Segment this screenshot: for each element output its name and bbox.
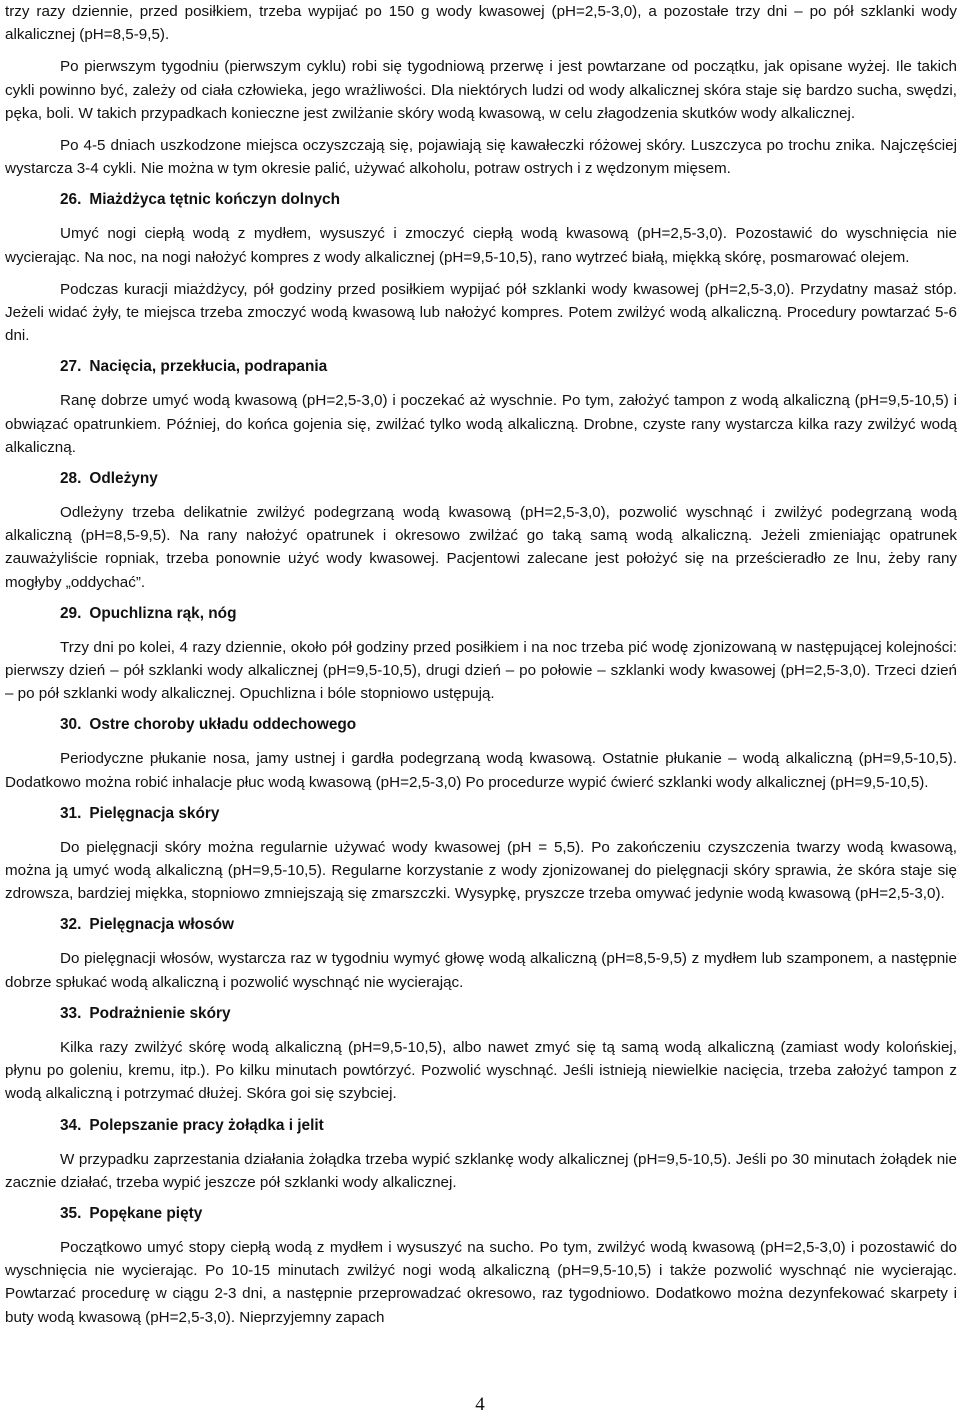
section-number: 35. (60, 1204, 82, 1222)
section-31 (5, 803, 957, 906)
section-number: 34. (60, 1116, 82, 1134)
section-title: Opuchlizna rąk, nóg (89, 604, 237, 622)
section-title: Odleżyny (89, 470, 158, 488)
section-paragraph: Do pielęgnacji skóry można regularnie używać wody kwasowej (pH = 5,5). Po zakończeniu czyszczenia twarzy wodą kwasową, można ją umyć wodą alkaliczną (pH=9,5-10,5). Regularne korzystanie z wody zjonizowanej do pielęgnacji skóry sprawia, że skóra staje się zdrowsza, bardziej miękka, stopniowo zmniejszają się zmarszczki. Wysypkę, pryszcze trzeba omywać jedynie wodą kwasową (pH=2,5-3,0). (5, 838, 957, 903)
section-number: 32. (60, 916, 82, 934)
section-number: 29. (60, 604, 82, 622)
section-title: Podrażnienie skóry (89, 1004, 231, 1022)
section-heading (5, 1003, 957, 1025)
section-heading (5, 603, 957, 625)
section-number: 33. (60, 1004, 82, 1022)
section-paragraph: Do pielęgnacji włosów, wystarcza raz w tygodniu wymyć głowę wodą alkaliczną (pH=8,5-9,5) z mydłem lub szamponem, a następnie dobrze spłukać wodą alkaliczną i pozwolić wyschnąć nie wycierając. (5, 950, 957, 991)
section-paragraph: Początkowo umyć stopy ciepłą wodą z mydłem i wysuszyć na sucho. Po tym, zwilżyć wodą kwasową (pH=2,5-3,0) i pozostawić do wyschnięcia nie wycierając. Po 10-15 minutach zwilżyć nogi wodą alkaliczną (pH=9,5-10,5) i także pozwolić wyschnąć nie wycierając. Powtarzać procedurę w ciągu 2-3 dni, a następnie przeprowadzać okresowo, raz tygodniowo. Dodatkowo można dezynfekować skarpety i buty wodą kwasową (pH=2,5-3,0). Nieprzyjemny zapach (5, 1238, 957, 1326)
section-33 (5, 1003, 957, 1106)
section-paragraph: Trzy dni po kolei, 4 razy dziennie, około pół godziny przed posiłkiem i na noc trzeba pić wodę zjonizowaną w następującej kolejności: pierwszy dzień – pół szklanki wody alkalicznej (pH=9,5-10,5), drugi dzień – po połowie – szklanki wody kwasowej (pH=2,5-3,0). Trzeci dzień – po pół szklanki wody alkalicznej. Opuchlizna i bóle stopniowo ustępują. (5, 638, 957, 703)
section-heading (5, 914, 957, 936)
section-heading (5, 803, 957, 825)
page-number: 4 (475, 1394, 485, 1415)
section-35 (5, 1203, 957, 1329)
section-heading (5, 468, 957, 490)
section-28 (5, 468, 957, 594)
section-title: Polepszanie pracy żołądka i jelit (89, 1116, 324, 1134)
section-heading (5, 356, 957, 378)
section-30 (5, 714, 957, 793)
section-34 (5, 1115, 957, 1194)
section-number: 30. (60, 716, 82, 734)
section-32 (5, 914, 957, 993)
section-paragraph: W przypadku zaprzestania działania żołądka trzeba wypić szklankę wody alkalicznej (pH=9,5-10,5). Jeśli po 30 minutach żołądek nie zacznie działać, trzeba wypić jeszcze pół szklanki wody alkalicznej. (5, 1150, 957, 1191)
section-paragraph: Ranę dobrze umyć wodą kwasową (pH=2,5-3,0) i poczekać aż wyschnie. Po tym, założyć tampon z wodą alkaliczną (pH=9,5-10,5) i obwiązać opatrunkiem. Później, do końca gojenia się, zwilżać tylko wodą alkaliczną. Drobne, czyste rany wystarcza kilka razy zwilżyć wodą alkaliczną. (5, 392, 957, 456)
intro-paragraph-2: Po pierwszym tygodniu (pierwszym cyklu) robi się tygodniową przerwę i jest powtarzane od początku, jak opisane wyżej. Ile takich cykli powinno być, zależy od ciała człowieka, jego wrażliwości. Dla niektórych ludzi od wody alkalicznej skóra staje się bardzo sucha, swędzi, pęka, boli. W takich przypadkach konieczne jest zwilżanie skóry wodą kwasową, w celu złagodzenia skutków wody alkalicznej. (5, 58, 957, 122)
section-title: Ostre choroby układu oddechowego (89, 716, 357, 734)
section-paragraph: Podczas kuracji miażdżycy, pół godziny przed posiłkiem wypijać pół szklanki wody kwasowej (pH=2,5-3,0). Przydatny masaż stóp. Jeżeli widać żyły, te miejsca trzeba zmoczyć wodą kwasową lub nałożyć kompres. Potem zwilżyć wodą alkaliczną. Procedury powtarzać 5-6 dni. (5, 280, 957, 345)
intro-paragraph-3: Po 4-5 dniach uszkodzone miejsca oczyszczają się, pojawiają się kawałeczki różowej skóry. Luszczyca po trochu znika. Najczęściej wystarcza 3-4 cykli. Nie można w tym okresie palić, używać alkoholu, potraw ostrych i z wędzonym mięsem. (5, 137, 957, 178)
section-heading (5, 1115, 957, 1137)
section-number: 27. (60, 358, 82, 376)
section-27 (5, 356, 957, 459)
section-title: Pielęgnacja włosów (89, 916, 234, 934)
section-number: 28. (60, 470, 82, 488)
section-title: Miażdżyca tętnic kończyn dolnych (89, 191, 340, 209)
section-heading (5, 1203, 957, 1225)
section-paragraph: Periodyczne płukanie nosa, jamy ustnej i gardła podegrzaną wodą kwasową. Ostatnie płukanie – wodą alkaliczną (pH=9,5-10,5). Dodatkowo można robić inhalacje płuc wodą kwasową (pH=2,5-3,0) Po procedurze wypić ćwierć szklanki wody alkalicznej (pH=9,5-10,5). (5, 750, 957, 791)
section-number: 26. (60, 191, 82, 209)
section-heading (5, 189, 957, 211)
section-paragraph: Odleżyny trzeba delikatnie zwilżyć podegrzaną wodą kwasową (pH=2,5-3,0), pozwolić wyschnąć i zwilżyć podegrzaną wodą alkaliczną (pH=8,5-9,5). Na rany nałożyć opatrunek i okresowo zwilżać go taką samą wodą alkaliczną. Jeżeli zmieniając opatrunek zauważyliście ropniak, trzeba ponownie użyć wody kwasowej. Pacjentowi zalecane jest położyć się na prześcieradło ze lnu, żeby rany mogłyby „oddychać”. (5, 504, 957, 591)
section-title: Pielęgnacja skóry (89, 804, 220, 822)
section-heading (5, 714, 957, 736)
section-paragraph: Kilka razy zwilżyć skórę wodą alkaliczną (pH=9,5-10,5), albo nawet zmyć się tą samą wodą alkaliczną (zamiast wody kolońskiej, płynu po goleniu, kremu, itp.). Po kilku minutach powtórzyć. Pozwolić wyschnąć. Jeśli istnieją niewielkie nacięcia, trzeba założyć tampon z wodą alkaliczną i potrzymać dłużej. Skóra goi się szybciej. (5, 1038, 957, 1103)
section-29 (5, 603, 957, 706)
section-paragraph: Umyć nogi ciepłą wodą z mydłem, wysuszyć i zmoczyć ciepłą wodą kwasową (pH=2,5-3,0). Pozostawić do wyschnięcia nie wycierając. Na noc, na nogi nałożyć kompres z wody alkalicznej (pH=9,5-10,5), rano wytrzeć białą, miękką skórę, posmarować olejem. (5, 225, 957, 266)
section-title: Popękane pięty (89, 1204, 203, 1222)
intro-paragraph-1: trzy razy dziennie, przed posiłkiem, trzeba wypijać po 150 g wody kwasowej (pH=2,5-3,0), a pozostałe trzy dni – po pół szklanki wody alkalicznej (pH=8,5-9,5). (5, 3, 957, 44)
section-title: Nacięcia, przekłucia, podrapania (89, 358, 328, 376)
section-26 (5, 189, 957, 347)
section-number: 31. (60, 804, 82, 822)
